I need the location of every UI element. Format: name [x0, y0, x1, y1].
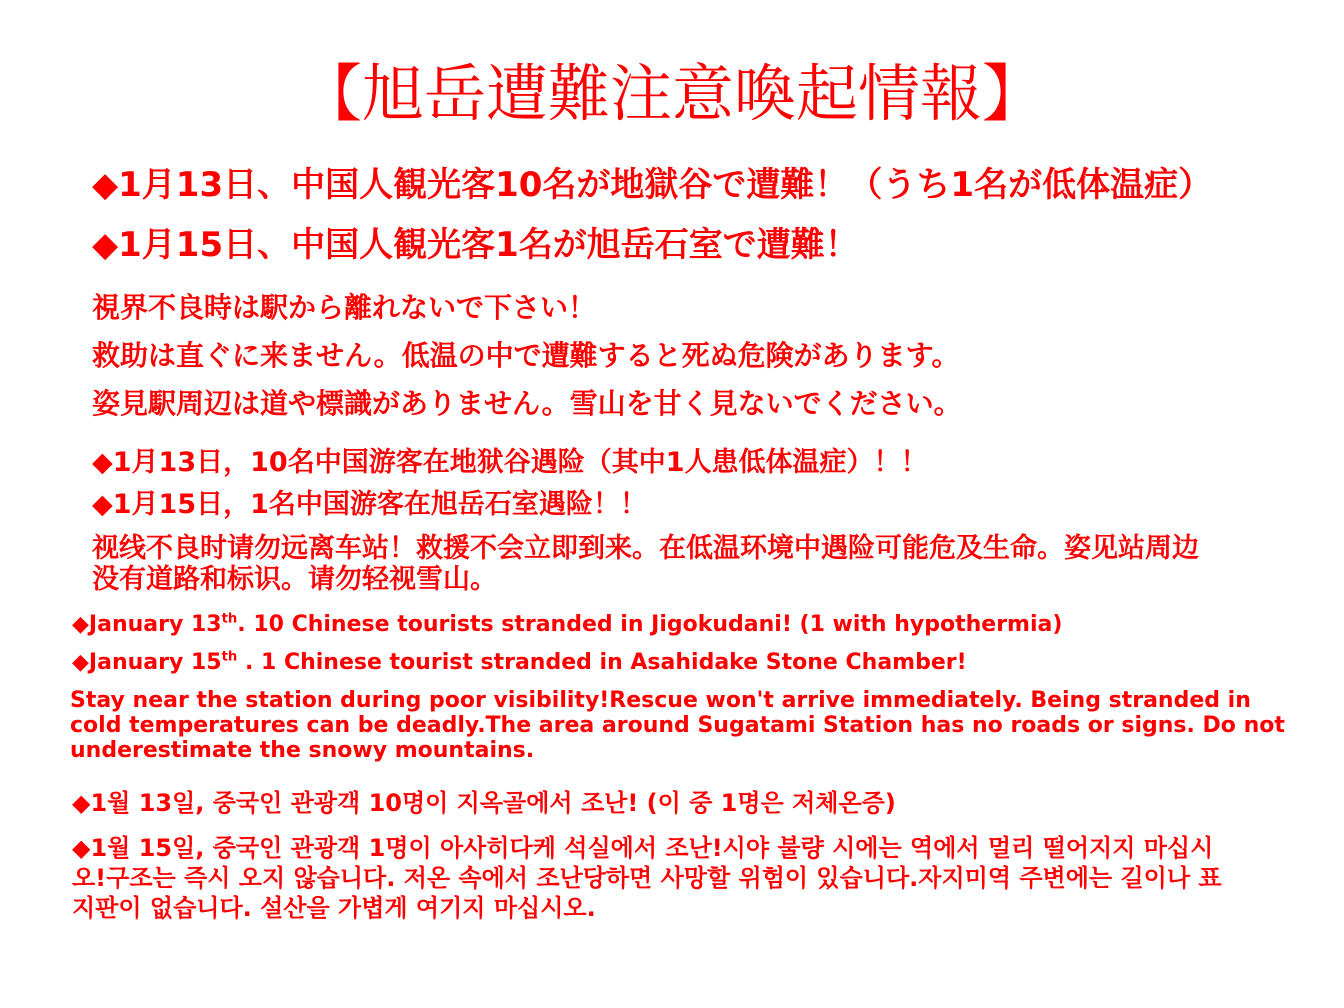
ko-alert-jan13: ◆1월 13일, 중국인 관광객 10명이 지옥골에서 조난! (이 중 1명은 저체온증): [72, 789, 896, 817]
en-alert-jan13: ◆January 13th. 10 Chinese tourists stranded in Jigokudani! (1 with hypothermia): [72, 611, 1063, 637]
zh-warning-text: 视线不良时请勿远离车站！救援不会立即到来。在低温环境中遇险可能危及生命。姿见站周边没有道路和标识。请勿轻视雪山。: [92, 533, 1199, 595]
page-title: 【旭岳遭難注意喚起情報】: [299, 57, 1044, 130]
jp-warning-visibility: 視界不良時は駅から離れないで下さい！: [92, 291, 597, 324]
jp-alert-jan15: ◆1月15日、中国人観光客1名が旭岳石室で遭難！: [92, 225, 859, 265]
jp-alert-jan13: ◆1月13日、中国人観光客10名が地獄谷で遭難！（うち1名が低体温症）: [92, 165, 1213, 205]
en-warning-text: Stay near the station during poor visibility!Rescue won't arrive immediately. Being stranded in cold temperatures can be deadly.The area around Sugatami Station has no roads or signs. Do not underestimate the snowy mountains.: [70, 688, 1285, 763]
en-alert-jan15: ◆January 15th . 1 Chinese tourist stranded in Asahidake Stone Chamber!: [72, 649, 967, 675]
zh-alert-jan15: ◆1月15日，1名中国游客在旭岳石室遇险！！: [92, 489, 647, 520]
ko-warning-text: ◆1월 15일, 중국인 관광객 1명이 아사히다케 석실에서 조난!시야 불량 시에는 역에서 멀리 떨어지지 마십시오!구조는 즉시 오지 않습니다. 저온 속에서 조난당하면 사망할 위험이 있습니다.자지미역 주변에는 길이나 표지판이 없습니다. 설산을 가볍게 여기지 마십시오.: [72, 834, 1222, 922]
jp-warning-roads: 姿見駅周辺は道や標識がありません。雪山を甘く見ないでください。: [92, 387, 962, 420]
zh-alert-jan13: ◆1月13日，10名中国游客在地狱谷遇险（其中1人患低体温症）！！: [92, 447, 928, 478]
jp-warning-rescue: 救助は直ぐに来ません。低温の中で遭難すると死ぬ危険があります。: [92, 339, 960, 372]
